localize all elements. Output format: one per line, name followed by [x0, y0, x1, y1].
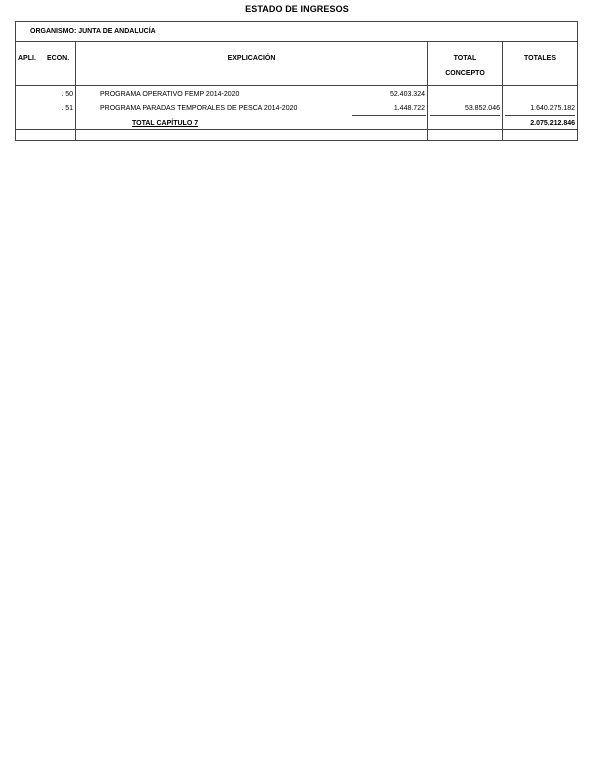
- income-table: [15, 21, 578, 141]
- row-2-total-concepto: 53.852.046: [464, 105, 500, 112]
- header-totales: TOTALES: [523, 55, 557, 62]
- organismo-row: [16, 22, 577, 42]
- header-bottom-line: [16, 85, 577, 86]
- row-1-econ: . 50: [61, 91, 73, 98]
- totales-sum-underline: [505, 115, 575, 116]
- row-1-explicacion: PROGRAMA OPERATIVO FEMP 2014-2020: [100, 91, 240, 98]
- importe-sum-underline: [352, 115, 426, 116]
- page-title: ESTADO DE INGRESOS: [245, 4, 349, 14]
- row-2-explicacion: PROGRAMA PARADAS TEMPORALES DE PESCA 2014-2020: [100, 105, 298, 112]
- row-2-econ: . 51: [61, 105, 73, 112]
- organismo-label: ORGANISMO: JUNTA DE ANDALUCÍA: [30, 28, 156, 35]
- total-capitulo-value: 2.075.212.846: [530, 120, 575, 127]
- header-total-concepto-2: CONCEPTO: [445, 70, 485, 77]
- header-explicacion: EXPLICACIÓN: [227, 55, 276, 62]
- header-total-concepto-1: TOTAL: [453, 55, 477, 62]
- total-capitulo-label: TOTAL CAPÍTULO 7: [132, 120, 199, 127]
- header-apli: APLI.: [18, 55, 36, 62]
- row-1-importe: 52.403.324: [389, 91, 425, 98]
- total-concepto-sum-underline: [430, 115, 500, 116]
- total-row-line: [16, 129, 577, 130]
- header-econ: ECON.: [47, 55, 70, 62]
- row-2-totales: 1.640.275.182: [530, 105, 575, 112]
- row-2-importe: 1.448.722: [393, 105, 425, 112]
